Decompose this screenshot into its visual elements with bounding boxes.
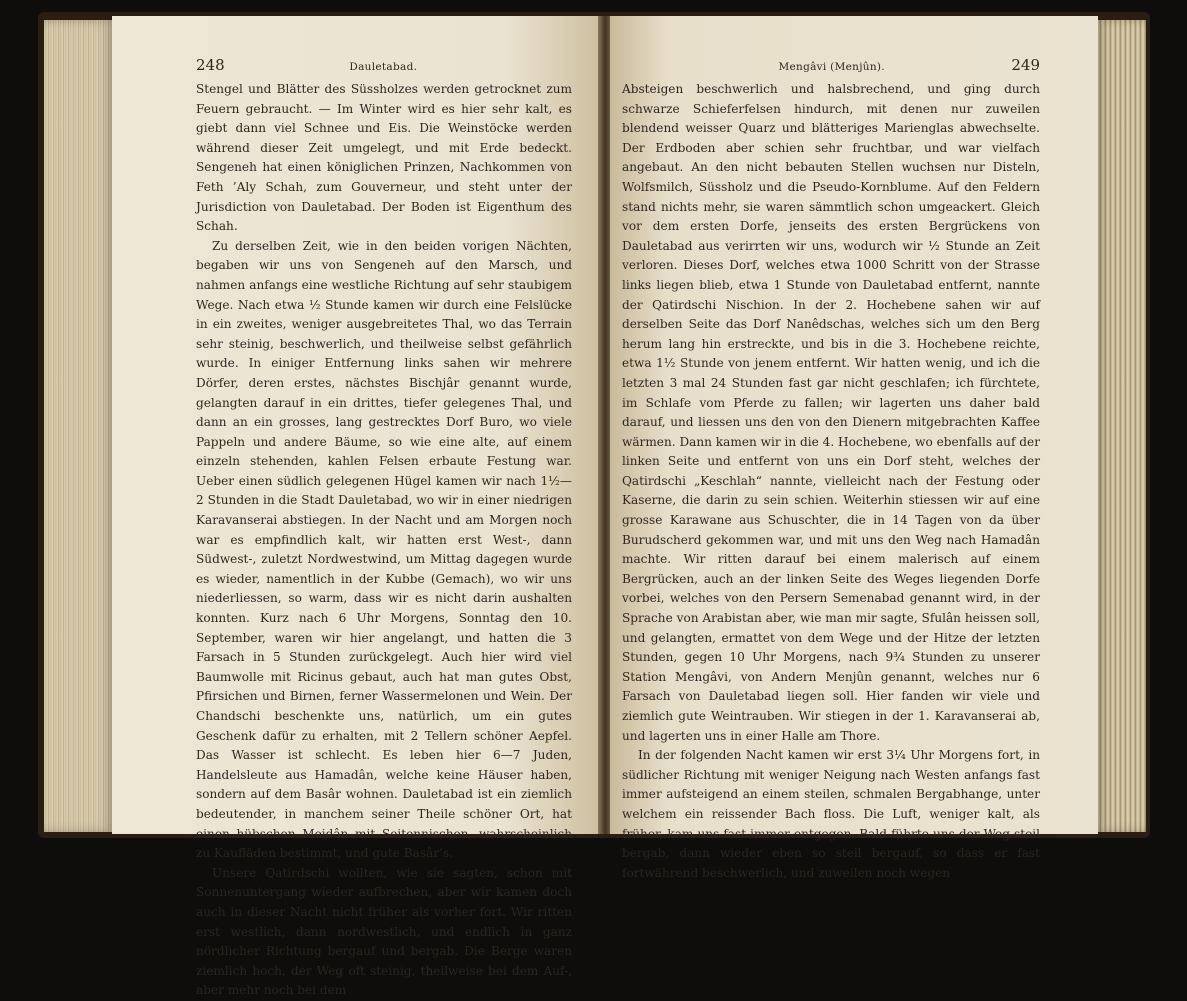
left-running-title: Dauletabad.: [349, 61, 418, 73]
right-running-title: Mengâvi (Menjûn).: [778, 61, 885, 73]
left-page: [112, 16, 602, 998]
paragraph: Zu derselben Zeit, wie in den beiden vorigen Nächten, begaben wir uns von Sengeneh auf den Marsch, und nahmen anfangs eine westliche Richtung auf sehr staubigem Wege. Nach etwa ½ Stunde kamen wir durch eine Felslücke in ein zweites, weniger ausgebreitetes Thal, wo das Terrain sehr steinig, beschwerlich, und theilweise selbst gefährlich wurde. In einiger Entfernung links sahen wir mehrere Dörfer, deren erstes, nächstes Bischjâr genannt wurde, gelangten darauf in ein drittes, tiefer gelegenes Thal, und dann an ein grosses, lang gestrecktes Dorf Buro, wo viele Pappeln und andere Bäume, so wie eine alte, auf einem einzeln stehenden, kahlen Felsen erbaute Festung war. Ueber einen südlich gelegenen Hügel kamen wir nach 1½—2 Stunden in die Stadt Dauletabad, wo wir in einer niedrigen Karavanserai abstiegen. In der Nacht und am Morgen noch war es empfindlich kalt, wir hatten erst West-, dann Südwest-, zuletzt Nordwestwind, um Mittag dagegen wurde es wieder, namentlich in der Kubbe (Gemach), wo wir uns niederliessen, so warm, dass wir es nicht darin aushalten konnten. Kurz nach 6 Uhr Morgens, Sonntag den 10. September, waren wir hier angelangt, und hatten die 3 Farsach in 5 Stunden zurückgelegt. Auch hier wird viel Baumwolle mit Ricinus gebaut, auch hat man gutes Obst, Pfirsichen und Birnen, ferner Wassermelonen und Wein. Der Chandschi beschenkte uns, natürlich, um ein gutes Geschenk dafür zu erhalten, mit 2 Tellern schöner Aepfel. Das Wasser ist schlecht. Es leben hier 6—7 Juden, Handelsleute aus Hamadân, welche keine Häuser haben, sondern auf dem Basâr wohnen. Dauletabad ist ein ziemlich bedeutender, in manchem seiner Theile schöner Ort, hat einen hübschen Meidân mit Seitennischen, wahrscheinlich zu Kaufläden bestimmt, und gute Basâr’s.: [196, 238, 572, 861]
paragraph: Unsere Qatirdschi wollten, wie sie sagten, schon mit Sonnenuntergang wieder aufbrechen, aber wir kamen doch auch in dieser Nacht nicht früher als vorher fort. Wir ritten erst westlich, dann nordwestlich, und endlich in ganz nördlicher Richtung bergauf und bergab. Die Berge waren ziemlich hoch, der Weg oft steinig, theilweise bei dem Auf-, aber mehr noch bei dem: [196, 865, 572, 998]
right-page: [610, 16, 1098, 880]
left-page-header: [196, 56, 572, 76]
paragraph: In der folgenden Nacht kamen wir erst 3¼ Uhr Morgens fort, in südlicher Richtung mit weniger Neigung nach Westen anfangs fast immer aufsteigend an einem steilen, schmalen Bergabhange, unter welchem ein reissender Bach floss. Die Luft, weniger kalt, als früher, kam uns fast immer entgegen. Bald führte uns der Weg steil bergab, dann wieder eben so steil bergauf, so dass er fast fortwährend beschwerlich, und zuweilen noch wegen: [622, 748, 1040, 880]
left-page-text: [196, 80, 572, 1001]
page-edges-right: [1096, 20, 1146, 832]
paragraph: Stengel und Blätter des Süssholzes werden getrocknet zum Feuern gebraucht. — Im Winter wird es hier sehr kalt, es giebt dann viel Schnee und Eis. Die Weinstöcke werden während dieser Zeit umgelegt, und mit Erde bedeckt. Sengeneh hat einen königlichen Prinzen, Nachkommen von Feth ’Aly Schah, zum Gouverneur, und steht unter der Jurisdiction von Dauletabad. Der Boden ist Eigenthum des Schah.: [196, 82, 572, 234]
page-edges-left: [44, 20, 114, 832]
left-page-number: 248: [196, 56, 225, 74]
paragraph: Absteigen beschwerlich und halsbrechend, und ging durch schwarze Schieferfelsen hindurch, mit denen nur zuweilen blendend weisser Quarz und blätteriges Marienglas abwechselte. Der Erdboden aber schien sehr fruchtbar, und war vielfach angebaut. An den nicht bebauten Stellen wuchsen nur Disteln, Wolfsmilch, Süssholz und die Pseudo-Kornblume. Auf den Feldern stand nichts mehr, sie waren sämmtlich schon umgeackert. Gleich vor dem ersten Dorfe, jenseits des ersten Bergrückens von Dauletabad aus verirrten wir uns, wodurch wir ½ Stunde an Zeit verloren. Dieses Dorf, welches etwa 1000 Schritt von der Strasse links liegen blieb, etwa 1 Stunde von Dauletabad entfernt, nannte der Qatirdschi Nischion. In der 2. Hochebene sahen wir auf derselben Seite das Dorf Nanêdschas, welches sich um den Berg herum lang hin erstreckte, und bis in die 3. Hochebene reichte, etwa 1½ Stunde von jenem entfernt. Wir hatten wenig, und ich die letzten 3 mal 24 Stunden fast gar nicht geschlafen; ich fürchtete, im Schlafe vom Pferde zu fallen; wir lagerten uns daher bald darauf, und liessen uns den von den Dienern mitgebrachten Kaffee wärmen. Dann kamen wir in die 4. Hochebene, wo ebenfalls auf der linken Seite und entfernt von uns ein Dorf steht, welches der Qatirdschi „Keschlah“ nannte, vielleicht nach der Festung oder Kaserne, die darin zu sein schien. Weiterhin stiessen wir auf eine grosse Karawane aus Schuschter, die in 14 Tagen von da über Burudscherd gekommen war, und mit uns den Weg nach Hamadân machte. Wir ritten darauf bei einem malerisch auf einem Bergrücken, auch an der linken Seite des Weges liegenden Dorfe vorbei, welches von den Persern Semenabad genannt wird, in der Sprache von Arabistan aber, wie man mir sagte, Sfulân heissen soll, und gelangten, ermattet von dem Wege und der Hitze der letzten Stunden, gegen 10 Uhr Morgens, nach 9¾ Stunden zu unserer Station Mengâvi, von Andern Menjûn genannt, welches nur 6 Farsach von Dauletabad liegen soll. Hier fanden wir viele und ziemlich gute Weintrauben. Wir stiegen in der 1. Karavanserai ab, und lagerten uns in einer Halle am Thore.: [622, 82, 1040, 743]
right-page-text: [622, 80, 1040, 883]
right-page-header: [622, 56, 1040, 76]
right-page-number: 249: [1011, 56, 1040, 74]
